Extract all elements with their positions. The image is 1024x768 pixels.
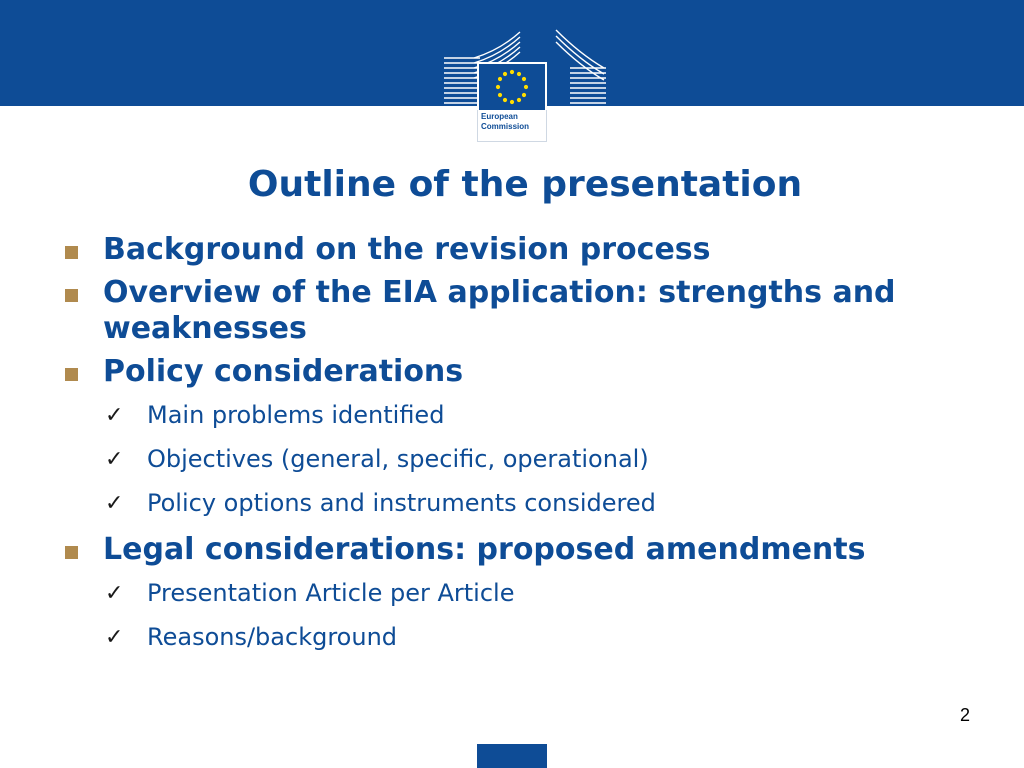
logo-text xyxy=(477,110,547,142)
square-bullet-icon xyxy=(65,546,78,559)
sub-item-presentation xyxy=(60,575,990,612)
sub-item-text: Main problems identified xyxy=(147,401,445,429)
checkmark-icon: ✓ xyxy=(105,491,124,516)
sub-item-objectives xyxy=(60,441,990,478)
outline-item-background xyxy=(60,232,990,268)
outline-item-policy xyxy=(60,354,990,390)
outline-item-text: Background on the revision process xyxy=(103,232,711,267)
checkmark-icon: ✓ xyxy=(105,625,124,650)
sub-item-problems xyxy=(60,397,990,434)
sub-item-text: Policy options and instruments considered xyxy=(147,489,656,517)
outline-item-text: Overview of the EIA application: strengths and weaknesses xyxy=(103,275,896,346)
outline-item-text: Policy considerations xyxy=(103,354,464,389)
sub-item-reasons xyxy=(60,619,990,656)
slide-title: Outline of the presentation xyxy=(247,164,803,205)
page-number: 2 xyxy=(959,705,970,725)
checkmark-icon: ✓ xyxy=(105,581,124,606)
footer-flag xyxy=(477,744,547,768)
sub-item-text: Presentation Article per Article xyxy=(147,579,515,607)
logo-text-line-2: Commission xyxy=(481,122,530,131)
checkmark-icon: ✓ xyxy=(105,447,124,472)
sub-item-policy-options xyxy=(60,485,990,522)
outline-item-text: Legal considerations: proposed amendments xyxy=(103,532,866,567)
sub-item-text: Reasons/background xyxy=(147,623,398,651)
square-bullet-icon xyxy=(65,368,78,381)
outline-item-legal xyxy=(60,532,990,568)
logo-text-line-1: European xyxy=(481,112,518,121)
outline-list xyxy=(60,232,990,663)
sub-item-text: Objectives (general, specific, operational) xyxy=(147,445,649,473)
outline-item-overview xyxy=(60,275,990,347)
checkmark-icon: ✓ xyxy=(105,403,124,428)
square-bullet-icon xyxy=(65,289,78,302)
square-bullet-icon xyxy=(65,246,78,259)
